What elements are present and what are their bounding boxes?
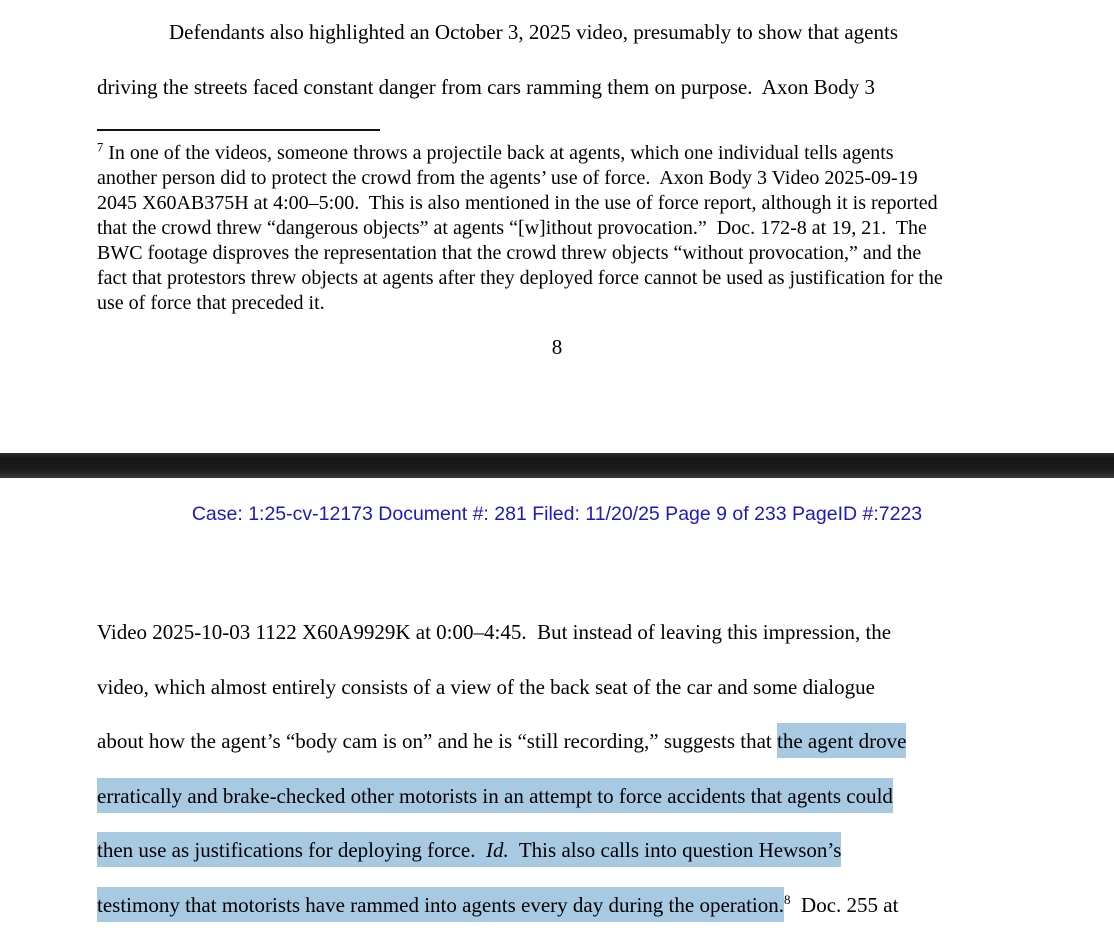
text-segment: use of force that preceded it. — [97, 292, 325, 314]
page9-body-paragraph — [97, 605, 1027, 932]
text-segment: driving the streets faced constant danger from cars ramming them on purpose. Axon Body 3 — [97, 74, 875, 99]
text-line — [97, 241, 1027, 266]
text-line — [97, 266, 1027, 291]
text-segment: video, which almost entirely consists of a view of the back seat of the car and some dialogue — [97, 674, 875, 699]
text-segment: that the crowd threw “dangerous objects” at agents “[w]ithout provocation.” Doc. 172-8 at 19, 21. The — [97, 217, 927, 239]
text-segment: Video 2025-10-03 1122 X60A9929K at 0:00–4:45. But instead of leaving this impression, the — [97, 620, 892, 644]
text-segment: about how the agent’s “body cam is on” and he is “still recording,” suggests that — [97, 729, 778, 753]
text-segment: BWC footage disproves the representation that the crowd threw objects “without provocation,” and the — [97, 242, 922, 264]
highlighted-text-segment: This also calls into question Hewson’s — [509, 832, 842, 867]
text-line — [97, 216, 1027, 241]
page8-page-number: 8 — [551, 335, 563, 359]
highlighted-text-segment: the agent drove — [777, 723, 906, 758]
text-line — [97, 823, 1027, 878]
text-line — [97, 605, 1027, 660]
text-line — [97, 191, 1027, 216]
ecf-filing-stamp: Case: 1:25-cv-12173 Document #: 281 Filed: 11/20/25 Page 9 of 233 PageID #:7223 — [191, 503, 923, 525]
footnote-reference: 7 — [97, 140, 104, 155]
text-segment: another person did to protect the crowd from the agents’ use of force. Axon Body 3 Video 2025-09-19 — [97, 167, 918, 189]
text-segment: 2045 X60AB375H at 4:00–5:00. This is also mentioned in the use of force report, although it is reported — [97, 192, 938, 214]
footnote-reference: 8 — [784, 891, 791, 907]
text-line — [97, 166, 1027, 191]
text-line — [97, 60, 1027, 115]
text-segment: In one of the videos, someone throws a projectile back at agents, which one individual tells agents — [103, 142, 894, 164]
page-break-bar — [0, 453, 1114, 478]
text-segment: fact that protestors threw objects at agents after they deployed force cannot be used as justification for the — [97, 267, 943, 289]
text-line — [97, 660, 1027, 715]
text-line — [97, 714, 1027, 769]
highlighted-text-segment: testimony that motorists have rammed into agents every day during the operation. — [97, 887, 784, 922]
page8-body-paragraph — [97, 5, 1027, 114]
highlighted-text-segment: then use as justifications for deploying force. — [97, 832, 486, 867]
text-line — [97, 141, 1027, 166]
text-segment: Defendants also highlighted an October 3, 2025 video, presumably to show that agents — [169, 20, 899, 44]
text-line — [97, 878, 1027, 933]
text-line — [97, 5, 1027, 60]
text-line — [97, 769, 1027, 824]
text-line — [97, 291, 1027, 316]
footnote-separator-rule — [97, 129, 380, 131]
text-segment: Doc. 255 at — [790, 892, 899, 917]
page8-footnote-7 — [97, 141, 1027, 316]
highlighted-text-segment: Id. — [486, 832, 509, 867]
highlighted-text-segment: erratically and brake-checked other motorists in an attempt to force accidents that agents could — [97, 778, 893, 813]
